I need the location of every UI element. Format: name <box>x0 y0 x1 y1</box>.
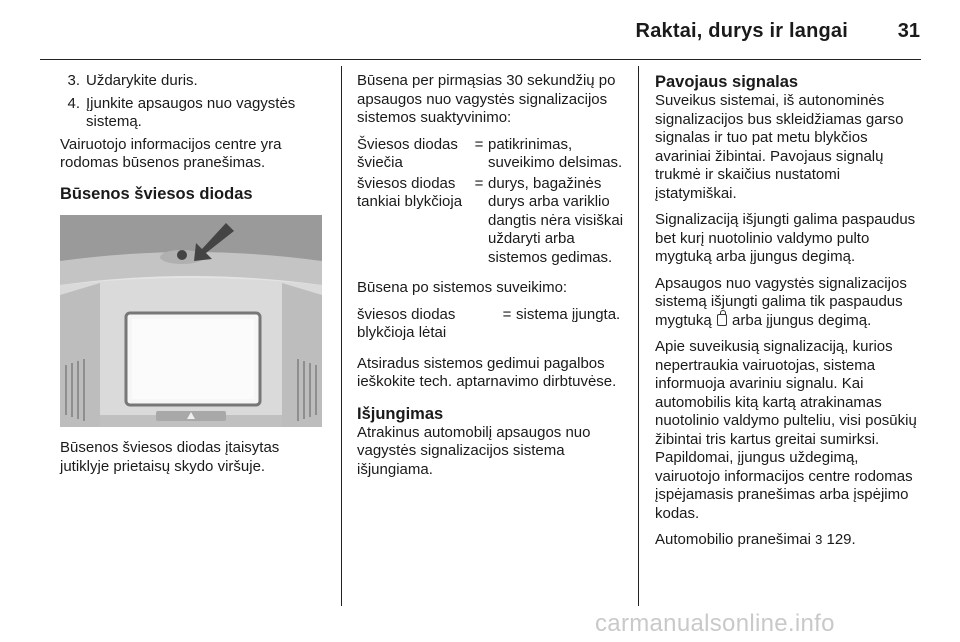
column-divider-2 <box>638 66 639 606</box>
column-1 <box>60 72 328 484</box>
unlock-icon <box>717 314 727 326</box>
section-heading-alarm: Pavojaus signalas <box>655 73 799 91</box>
dashboard-led-illustration <box>60 215 322 427</box>
page-header <box>0 0 960 58</box>
alarm-button-paragraph: Apsaugos nuo vagystės signalizacijos sistemą išjungti galima tik paspaudus mygtuką arba įjungus degimą. <box>655 274 907 329</box>
column-divider-1 <box>341 66 342 606</box>
alarm-paragraph: Suveikus sistemai, iš autonominės signalizacijos bus skleidžiamas garso signalas ir tuo pat metu blykčios avariniai žibintai. Pavojaus signalų trukmė ir skaičius nustatomi įstatymiškai. <box>655 92 904 202</box>
alarm-notify-paragraph: Apie suveikusią signalizaciją, kurios nepertraukia vairuotojas, sistema informuoja avariniu signalu. Kai automobilis kitą kartą atrakinamas nuotolinio valdymo pulteliu, visi posūkių žibintai tris kartus greitai sumirksi. Papildomai, įjungus uždegimą, vairuotojo informacijos centre rodomas įspėjamasis pranešimas arba įspėjimo kodas. <box>655 338 917 522</box>
figure-caption: Būsenos šviesos diodas įtaisytas jutiklyje prietaisų skydo viršuje. <box>60 439 280 475</box>
info-paragraph: Vairuotojo informacijos centre yra rodomas būsenos pranešimas. <box>60 135 282 171</box>
alarm-off-paragraph: Signalizaciją išjungti galima paspaudus bet kurį nuotolinio valdymo pulto mygtuką arba įjungus degimą. <box>655 211 916 265</box>
page-number: 31 <box>897 20 920 42</box>
page-reference-arrow-icon: 3 <box>815 532 823 547</box>
column-2 <box>357 72 627 487</box>
list-item: 3. Uždarykite duris. <box>67 72 198 89</box>
section-heading-disarm: Išjungimas <box>357 404 444 423</box>
definition-row: Šviesos diodas šviečia = patikrinimas, suveikimo delsimas. <box>357 135 623 171</box>
disarm-paragraph: Atrakinus automobilį apsaugos nuo vagystės signalizacijos sistema išjungiama. <box>357 423 591 478</box>
watermark: carmanualsonline.info <box>595 610 835 637</box>
cross-reference: Automobilio pranešimai 3 129. <box>655 531 856 548</box>
definition-row: šviesos diodas tankiai blykčioja = durys, bagažinės durys arba variklio dangtis nėra visiškai uždaryti arba sistemos gedimas. <box>357 174 624 266</box>
definition-row: šviesos diodas blykčioja lėtai = sistema įjungta. <box>357 305 621 341</box>
fault-paragraph: Atsiradus sistemos gedimui pagalbos ieškokite tech. aptarnavimo dirbtuvėse. <box>357 354 617 390</box>
chapter-title: Raktai, durys ir langai <box>635 20 848 42</box>
list-item: 4. Įjunkite apsaugos nuo vagystės sistemą. <box>67 94 296 130</box>
column-3 <box>655 72 923 558</box>
page-reference-link[interactable]: 129. <box>826 531 856 548</box>
status-after-label: Būsena po sistemos suveikimo: <box>357 279 568 296</box>
status-intro: Būsena per pirmąsias 30 sekundžių po apsaugos nuo vagystės signalizacijos sistemos suaktyvinimo: <box>357 72 616 126</box>
section-heading-status-led: Būsenos šviesos diodas <box>60 184 253 203</box>
header-rule <box>40 59 921 60</box>
